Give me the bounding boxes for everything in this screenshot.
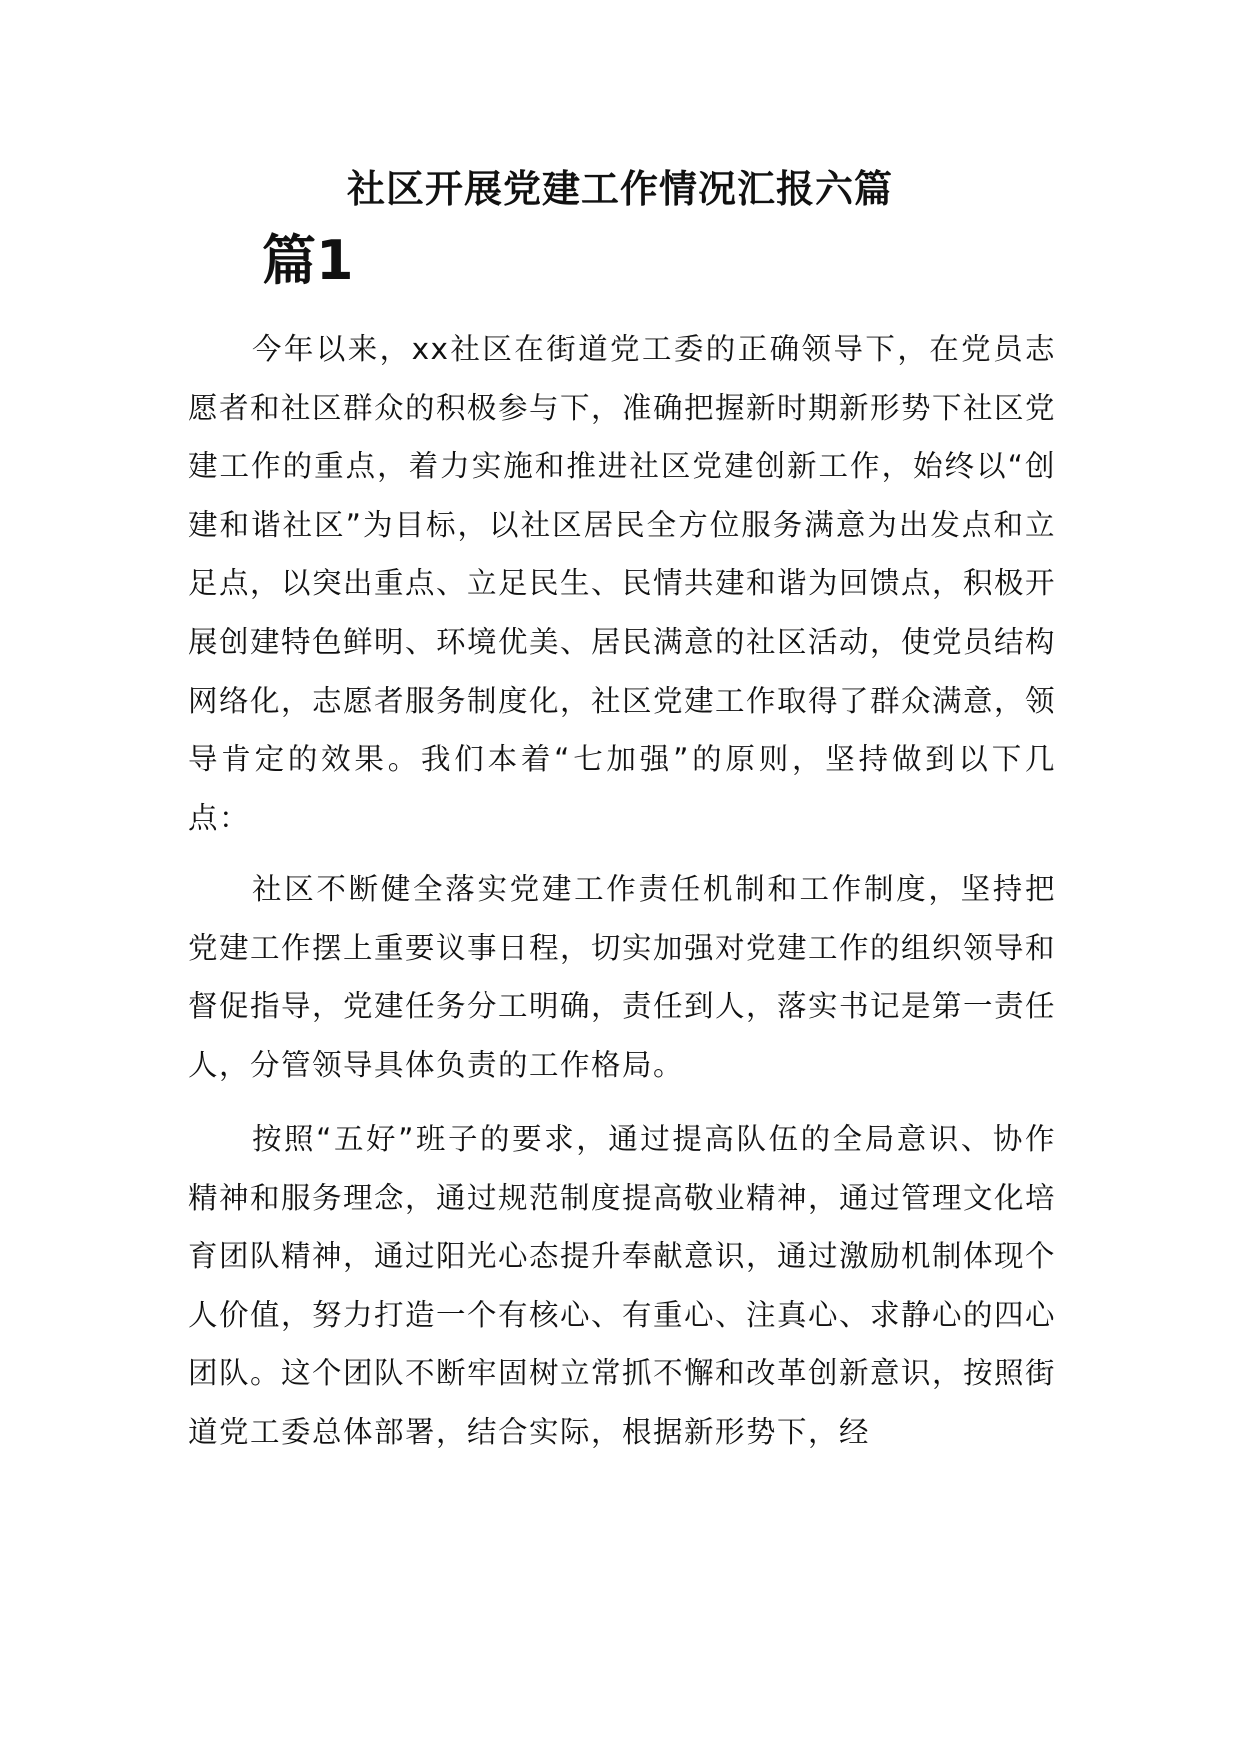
- body-paragraph: 按照“五好”班子的要求，通过提高队伍的全局意识、协作精神和服务理念，通过规范制度提高敬业精神，通过管理文化培育团队精神，通过阳光心态提升奉献意识，通过激励机制体现个人价值，努力打造一个有核心、有重心、注真心、求静心的四心团队。这个团队不断牢固树立常抓不懈和改革创新意识，按照街道党工委总体部署，结合实际，根据新形势下，经: [188, 1122, 1057, 1449]
- body-paragraph: 社区不断健全落实党建工作责任机制和工作制度，坚持把党建工作摆上重要议事日程，切实加强对党建工作的组织领导和督促指导，党建任务分工明确，责任到人，落实书记是第一责任人，分管领导具体负责的工作格局。: [188, 872, 1057, 1082]
- body-paragraph: 今年以来，xx社区在街道党工委的正确领导下，在党员志愿者和社区群众的积极参与下，准确把握新时期新形势下社区党建工作的重点，着力实施和推进社区党建创新工作，始终以“创建和谐社区”为目标，以社区居民全方位服务满意为出发点和立足点，以突出重点、立足民生、民情共建和谐为回馈点，积极开展创建特色鲜明、环境优美、居民满意的社区活动，使党员结构网络化，志愿者服务制度化，社区党建工作取得了群众满意，领导肯定的效果。我们本着“七加强”的原则，坚持做到以下几点：: [188, 332, 1057, 835]
- section-heading: 篇1: [262, 229, 354, 292]
- document-title: 社区开展党建工作情况汇报六篇: [346, 166, 893, 211]
- paragraph-block: [188, 860, 1056, 1094]
- paragraph-block: [188, 1110, 1056, 1462]
- paragraph-block: [188, 320, 1056, 847]
